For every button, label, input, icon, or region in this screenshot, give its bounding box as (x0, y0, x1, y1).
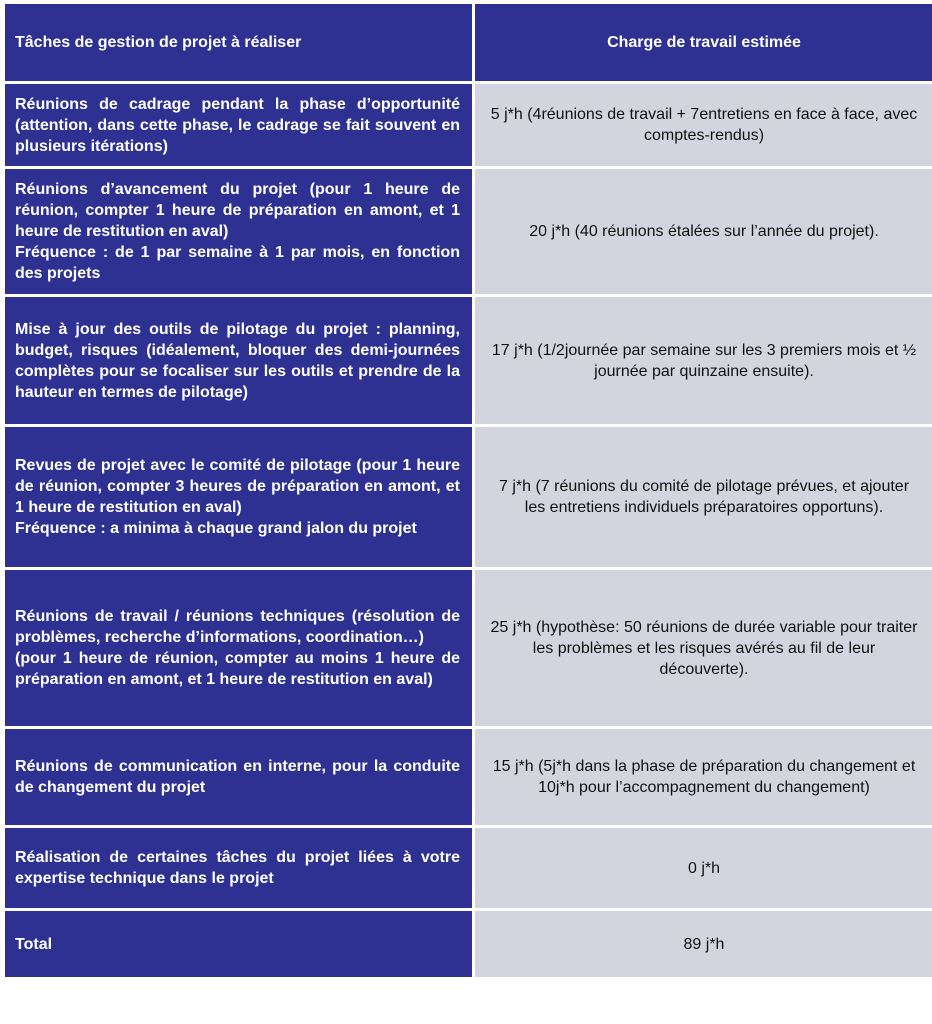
load-cell (475, 84, 932, 166)
task-cell (5, 427, 472, 567)
table-row (5, 169, 932, 294)
load-cell (475, 570, 932, 726)
task-cell (5, 828, 472, 908)
load-text: 5 j*h (4réunions de travail + 7entretiens en face à face, avec comptes-rendus) (490, 106, 918, 144)
task-extra-text: Fréquence : a minima à chaque grand jalon du projet (15, 520, 417, 537)
load-text: 7 j*h (7 réunions du comité de pilotage prévues, et ajouter les entretiens individuels préparatoires opportuns). (498, 478, 910, 516)
task-text: Mise à jour des outils de pilotage du projet : planning, budget, risques (idéalement, bloquer des demi-journées complètes pour se focaliser sur les outils et prendre de la hauteur en termes de pilotage) (15, 320, 460, 401)
table-row (5, 84, 932, 166)
total-value: 89 j*h (683, 935, 725, 953)
task-text: Réalisation de certaines tâches du projet liées à votre expertise technique dans le projet (15, 849, 460, 887)
header-task: Tâches de gestion de projet à réaliser (5, 4, 472, 81)
task-text: Revues de projet avec le comité de pilotage (pour 1 heure de réunion, compter 3 heures de préparation en amont, et 1 heure de restitution en aval) (15, 457, 460, 516)
table-row (5, 297, 932, 424)
header-load: Charge de travail estimée (475, 4, 932, 81)
header-row (5, 4, 932, 81)
total-label-cell (5, 911, 472, 977)
task-extra-text: (pour 1 heure de réunion, compter au moins 1 heure de préparation en amont, et 1 heure de restitution en aval) (15, 650, 460, 688)
table-row (5, 729, 932, 825)
task-text: Réunions de cadrage pendant la phase d’opportunité (attention, dans cette phase, le cadrage se fait souvent en plusieurs itérations) (15, 95, 460, 155)
table-row (5, 570, 932, 726)
task-cell (5, 169, 472, 294)
workload-table (2, 1, 932, 980)
task-cell (5, 570, 472, 726)
task-text: Réunions de communication en interne, pour la conduite de changement du projet (15, 758, 460, 796)
load-text: 25 j*h (hypothèse: 50 réunions de durée variable pour traiter les problèmes et les risques avérés au fil de leur découverte). (490, 618, 918, 678)
load-text: 0 j*h (687, 859, 721, 877)
task-cell (5, 84, 472, 166)
task-cell (5, 297, 472, 424)
load-cell (475, 169, 932, 294)
table-row (5, 427, 932, 567)
table-row (5, 828, 932, 908)
load-cell (475, 828, 932, 908)
task-text: Réunions d’avancement du projet (pour 1 heure de réunion, compter 1 heure de préparation en amont, et 1 heure de restitution en aval) (15, 181, 460, 240)
load-cell (475, 427, 932, 567)
total-label: Total (15, 935, 53, 953)
load-text: 20 j*h (40 réunions étalées sur l’année du projet). (529, 223, 879, 240)
task-text: Réunions de travail / réunions techniques (résolution de problèmes, recherche d’informations, coordination…) (15, 608, 460, 646)
load-text: 15 j*h (5j*h dans la phase de préparation du changement et 10j*h pour l’accompagnement du changement) (492, 758, 916, 796)
task-cell (5, 729, 472, 825)
load-cell (475, 297, 932, 424)
load-cell (475, 729, 932, 825)
total-row (5, 911, 932, 977)
total-value-cell (475, 911, 932, 977)
load-text: 17 j*h (1/2journée par semaine sur les 3 premiers mois et ½ journée par quinzaine ensuite). (491, 341, 917, 380)
task-extra-text: Fréquence : de 1 par semaine à 1 par mois, en fonction des projets (15, 244, 460, 282)
